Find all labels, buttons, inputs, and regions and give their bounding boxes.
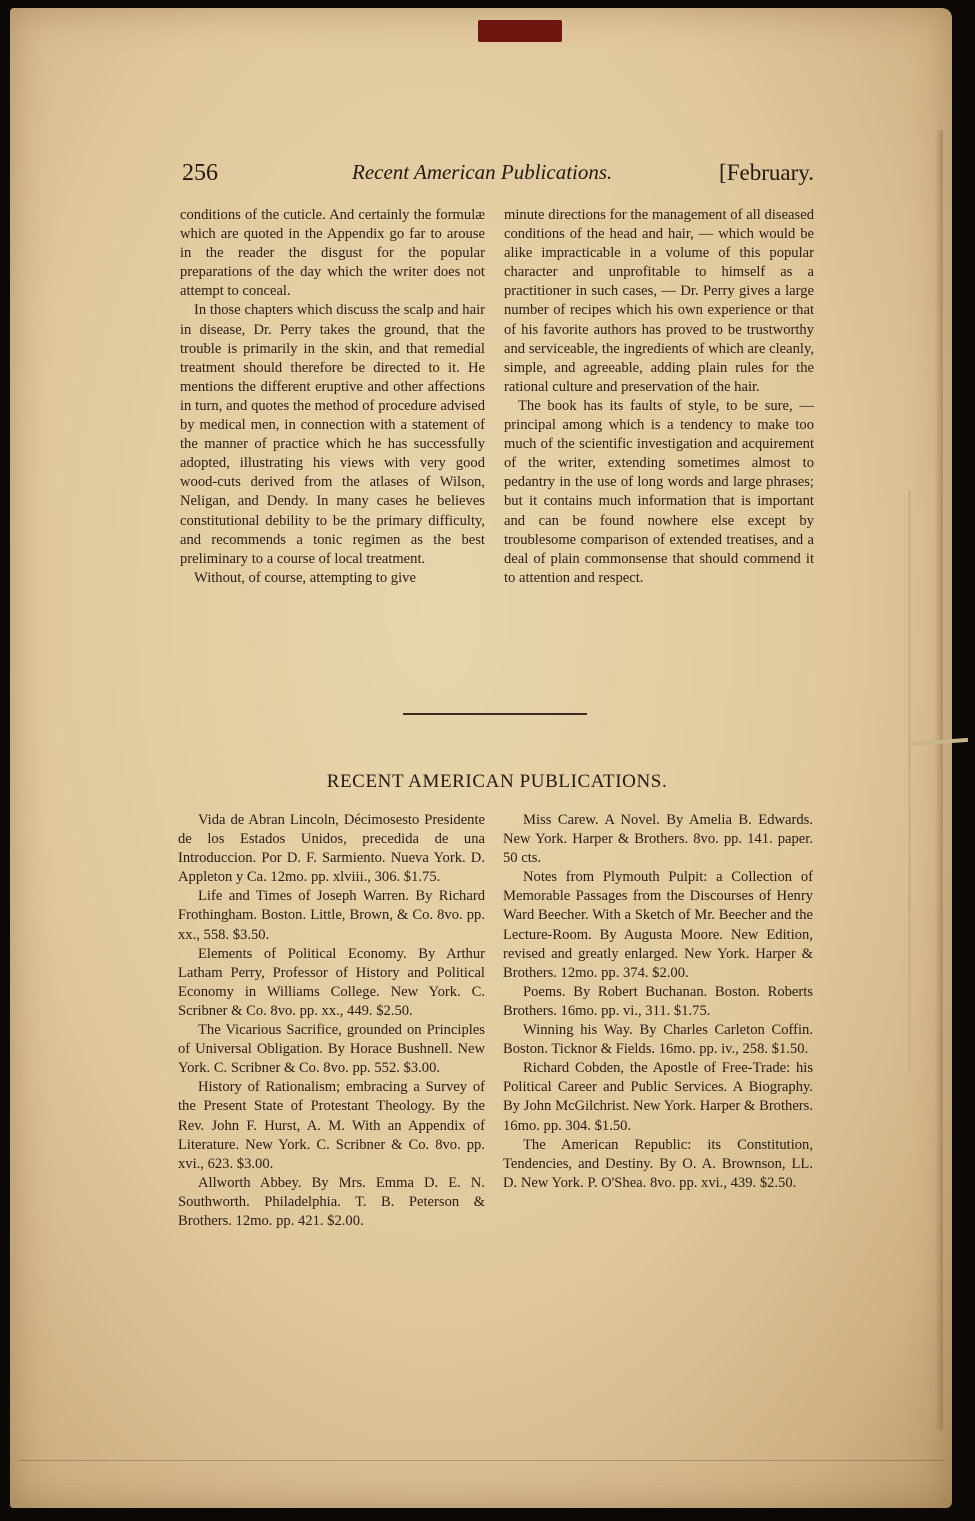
publication-entry: Elements of Political Economy. By Arthur Latham Perry, Professor of History and Political Economy in Williams College. New York. C. Scribner & Co. 8vo. pp. xx., 449. $2.50. [178,945,485,1019]
binding-tab [478,20,562,42]
article-column-left [180,206,485,588]
article-paragraph: Without, of course, attempting to give [194,569,416,586]
publications-column-right [503,811,813,1193]
article-paragraph: In those chapters which discuss the scalp and hair in disease, Dr. Perry takes the ground, that the trouble is primarily in the skin, and that remedial treatment should therefore be directed to it. He mentions the different eruptive and other affections in turn, and quotes the method of procedure advised by medical men, in connection with a statement of the manner of practice which he has successfully adopted, illustrating his views with very good wood-cuts derived from the atlases of Wilson, Neligan, and Dendy. In many cases he believes constitutional debility to be the primary difficulty, and recommends a tonic regimen as the best preliminary to a course of local treatment. [180,302,485,567]
publication-entry: Allworth Abbey. By Mrs. Emma D. E. N. Southworth. Philadelphia. T. B. Peterson & Brothers. 12mo. pp. 421. $2.00. [178,1174,485,1229]
publication-entry: Poems. By Robert Buchanan. Boston. Roberts Brothers. 16mo. pp. vi., 311. $1.75. [503,983,813,1019]
publication-entry: Richard Cobden, the Apostle of Free-Trade: his Political Career and Public Services. A Biography. By John McGilchrist. New York. Harper & Brothers. 16mo. pp. 304. $1.50. [503,1060,813,1134]
article-paragraph: conditions of the cuticle. And certainly the formulæ which are quoted in the Appendix go far to arouse in the reader the disgust for the popular preparations of the day which the writer does not attempt to conceal. [180,207,485,300]
section-divider [403,713,587,715]
publication-entry: Life and Times of Joseph Warren. By Richard Frothingham. Boston. Little, Brown, & Co. 8vo. pp. xx., 558. $3.50. [178,888,485,943]
page-number: 256 [182,160,218,186]
publication-entry: The American Republic: its Constitution, Tendencies, and Destiny. By O. A. Brownson, LL. D. New York. P. O'Shea. 8vo. pp. xvi., 439. $2.50. [503,1136,813,1191]
article-column-right [504,206,814,588]
publication-entry: Notes from Plymouth Pulpit: a Collection of Memorable Passages from the Discourses of Henry Ward Beecher. With a Sketch of Mr. Beecher and the Lecture-Room. By Augusta Moore. New Edition, revised and greatly enlarged. New York. Harper & Brothers. 12mo. pp. 374. $2.00. [503,869,813,981]
publication-entry: Winning his Way. By Charles Carleton Coffin. Boston. Ticknor & Fields. 16mo. pp. iv., 258. $1.50. [503,1022,813,1058]
spine-shadow [935,130,943,1430]
publication-entry: The Vicarious Sacrifice, grounded on Principles of Universal Obligation. By Horace Bushnell. New York. C. Scribner & Co. 8vo. pp. 552. $3.00. [178,1022,485,1077]
page-bottom-edge [18,1460,944,1501]
publication-entry: Vida de Abran Lincoln, Décimosesto Presidente de los Estados Unidos, precedida de una Introduccion. Por D. F. Sarmiento. Nueva York. D. Appleton y Ca. 12mo. pp. xlviii., 306. $1.75. [178,812,485,886]
issue-month: [February. [719,160,814,185]
publication-entry: Miss Carew. A Novel. By Amelia B. Edwards. New York. Harper & Brothers. 8vo. pp. 141. paper. 50 cts. [503,812,813,867]
binding-thread [902,490,911,1070]
publications-column-left [178,811,485,1231]
article-paragraph: The book has its faults of style, to be sure, — principal among which is a tendency to make too much of the scientific investigation and acquirement of the writer, extending sometimes almost to pedantry in the use of long words and large phrases; but it contains much information that is important and can be found nowhere else except by troublesome comparison of extended treatises, and a deal of plain commonsense that should commend it to attention and respect. [504,397,814,586]
publication-entry: History of Rationalism; embracing a Survey of the Present State of Protestant Theology. By the Rev. John F. Hurst, A. M. With an Appendix of Literature. New York. C. Scribner & Co. 8vo. pp. xvi., 623. $3.00. [178,1079,485,1172]
article-paragraph: minute directions for the management of all diseased conditions of the head and hair, — which would be alike impracticable in a volume of this popular character and unprofitable to himself as a practitioner in such cases, — Dr. Perry gives a large number of recipes which his own experience or that of his favorite authors has proved to be trustworthy and serviceable, the ingredients of which are cleanly, simple, and agreeable, adding plain rules for the rational culture and preservation of the hair. [504,207,814,395]
section-title: RECENT AMERICAN PUBLICATIONS. [326,771,668,792]
page-header [182,160,814,190]
running-title: Recent American Publications. [352,160,613,184]
